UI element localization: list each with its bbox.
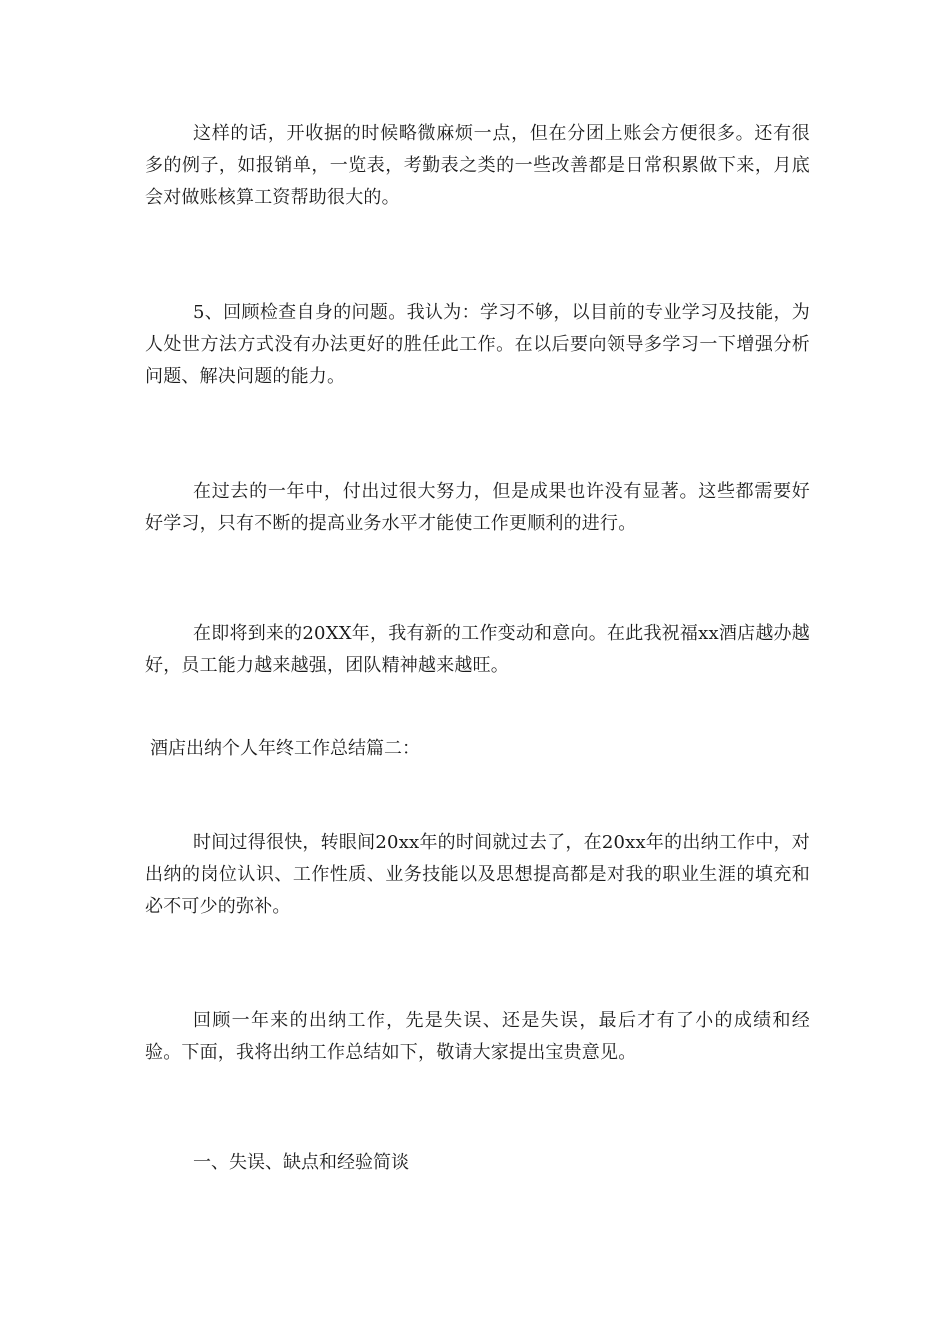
paragraph-receipts: 这样的话，开收据的时候略微麻烦一点，但在分团上账会方便很多。还有很多的例子，如报销单，一览表，考勤表之类的一些改善都是日常积累做下来，月底会对做账核算工资帮助很大的。 bbox=[145, 123, 810, 208]
paragraph-review-work: 回顾一年来的出纳工作，先是失误、还是失误，最后才有了小的成绩和经验。下面，我将出纳工作总结如下，敬请大家提出宝贵意见。 bbox=[145, 1010, 810, 1063]
paragraph-coming-year: 在即将到来的20XX年，我有新的工作变动和意向。在此我祝福xx酒店越办越好，员工能力越来越强，团队精神越来越旺。 bbox=[145, 623, 810, 676]
section-title: 酒店出纳个人年终工作总结篇二： bbox=[150, 738, 420, 759]
paragraph-past-year: 在过去的一年中，付出过很大努力，但是成果也许没有显著。这些都需要好好学习，只有不断的提高业务水平才能使工作更顺利的进行。 bbox=[145, 481, 810, 534]
subheading-mistakes: 一、失误、缺点和经验简谈 bbox=[193, 1152, 409, 1173]
paragraph-time-flies: 时间过得很快，转眼间20xx年的时间就过去了，在20xx年的出纳工作中，对出纳的岗位认识、工作性质、业务技能以及思想提高都是对我的职业生涯的填充和必不可少的弥补。 bbox=[145, 832, 810, 917]
paragraph-self-review: 5、回顾检查自身的问题。我认为：学习不够，以目前的专业学习及技能，为人处世方法方式没有办法更好的胜任此工作。在以后要向领导多学习一下增强分析问题、解决问题的能力。 bbox=[145, 302, 810, 387]
